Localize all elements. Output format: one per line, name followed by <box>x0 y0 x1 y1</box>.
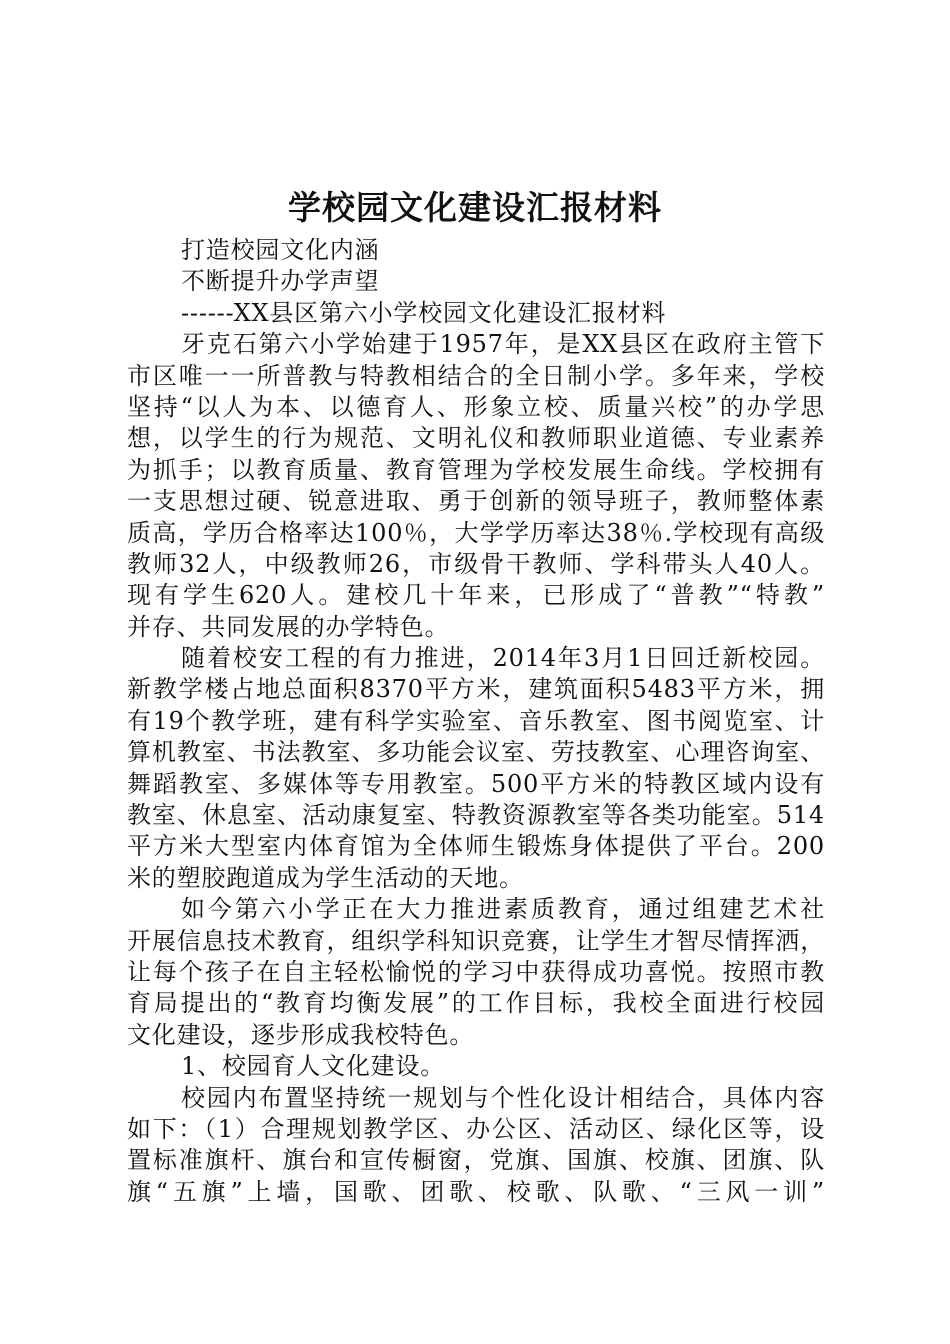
text-line: 1、校园育人文化建设。 <box>181 1052 446 1081</box>
text-line: 教室、休息室、活动康复室、特教资源教室等各类功能室。514 <box>127 801 825 830</box>
text-line: 质高，学历合格率达100％，大学学历率达38％.学校现有高级 <box>127 518 825 547</box>
text-line: 为抓手；以教育质量、教育管理为学校发展生命线。学校拥有 <box>127 455 825 484</box>
text-line: 育局提出的“教育均衡发展”的工作目标，我校全面进行校园 <box>127 989 825 1018</box>
text-line: 算机教室、书法教室、多功能会议室、劳技教室、心理咨询室、 <box>127 738 825 767</box>
text-line: 随着校安工程的有力推进，2014年3月1日回迁新校园。 <box>181 644 825 673</box>
text-line: ------XX县区第六小学校园文化建设汇报材料 <box>181 298 667 327</box>
text-line: 坚持“以人为本、以德育人、形象立校、质量兴校”的办学思 <box>127 392 825 421</box>
text-line: 市区唯一一所普教与特教相结合的全日制小学。多年来，学校 <box>127 361 825 390</box>
text-line: 教师32人，中级教师26，市级骨干教师、学科带头人40人。 <box>127 549 825 578</box>
text-line: 旗“五旗”上墙，国歌、团歌、校歌、队歌、“三风一训” <box>127 1177 825 1206</box>
text-line: 校园内布置坚持统一规划与个性化设计相结合，具体内容 <box>181 1083 825 1112</box>
text-line: 平方米大型室内体育馆为全体师生锻炼身体提供了平台。200 <box>127 832 825 861</box>
text-line: 米的塑胶跑道成为学生活动的天地。 <box>127 863 524 892</box>
page-title: 学校园文化建设汇报材料 <box>288 188 662 227</box>
text-line: 舞蹈教室、多媒体等专用教室。500平方米的特教区域内设有 <box>127 769 825 798</box>
text-line: 如今第六小学正在大力推进素质教育，通过组建艺术社 <box>181 895 825 924</box>
text-line: 如下：（1）合理规划教学区、办公区、活动区、绿化区等，设 <box>127 1114 825 1143</box>
document-body <box>127 235 825 1208</box>
text-line: 牙克石第六小学始建于1957年，是XX县区在政府主管下 <box>181 330 825 359</box>
text-line: 有19个教学班，建有科学实验室、音乐教室、图书阅览室、计 <box>127 706 825 735</box>
text-line: 不断提升办学声望 <box>181 267 380 296</box>
text-line: 想，以学生的行为规范、文明礼仪和教师职业道德、专业素养 <box>127 424 825 453</box>
text-line: 开展信息技术教育，组织学科知识竞赛，让学生才智尽情挥洒， <box>127 926 825 955</box>
text-line: 打造校园文化内涵 <box>181 236 380 264</box>
text-line: 让每个孩子在自主轻松愉悦的学习中获得成功喜悦。按照市教 <box>127 957 825 986</box>
text-line: 文化建设，逐步形成我校特色。 <box>127 1020 475 1049</box>
text-line: 新教学楼占地总面积8370平方米，建筑面积5483平方米，拥 <box>127 675 825 704</box>
text-line: 并存、共同发展的办学特色。 <box>127 612 450 641</box>
text-line: 置标准旗杆、旗台和宣传橱窗，党旗、国旗、校旗、团旗、队 <box>127 1146 825 1175</box>
text-line: 一支思想过硬、锐意进取、勇于创新的领导班子，教师整体素 <box>127 487 825 516</box>
text-line: 现有学生620人。建校几十年来，已形成了“普教”“特教” <box>127 581 825 610</box>
